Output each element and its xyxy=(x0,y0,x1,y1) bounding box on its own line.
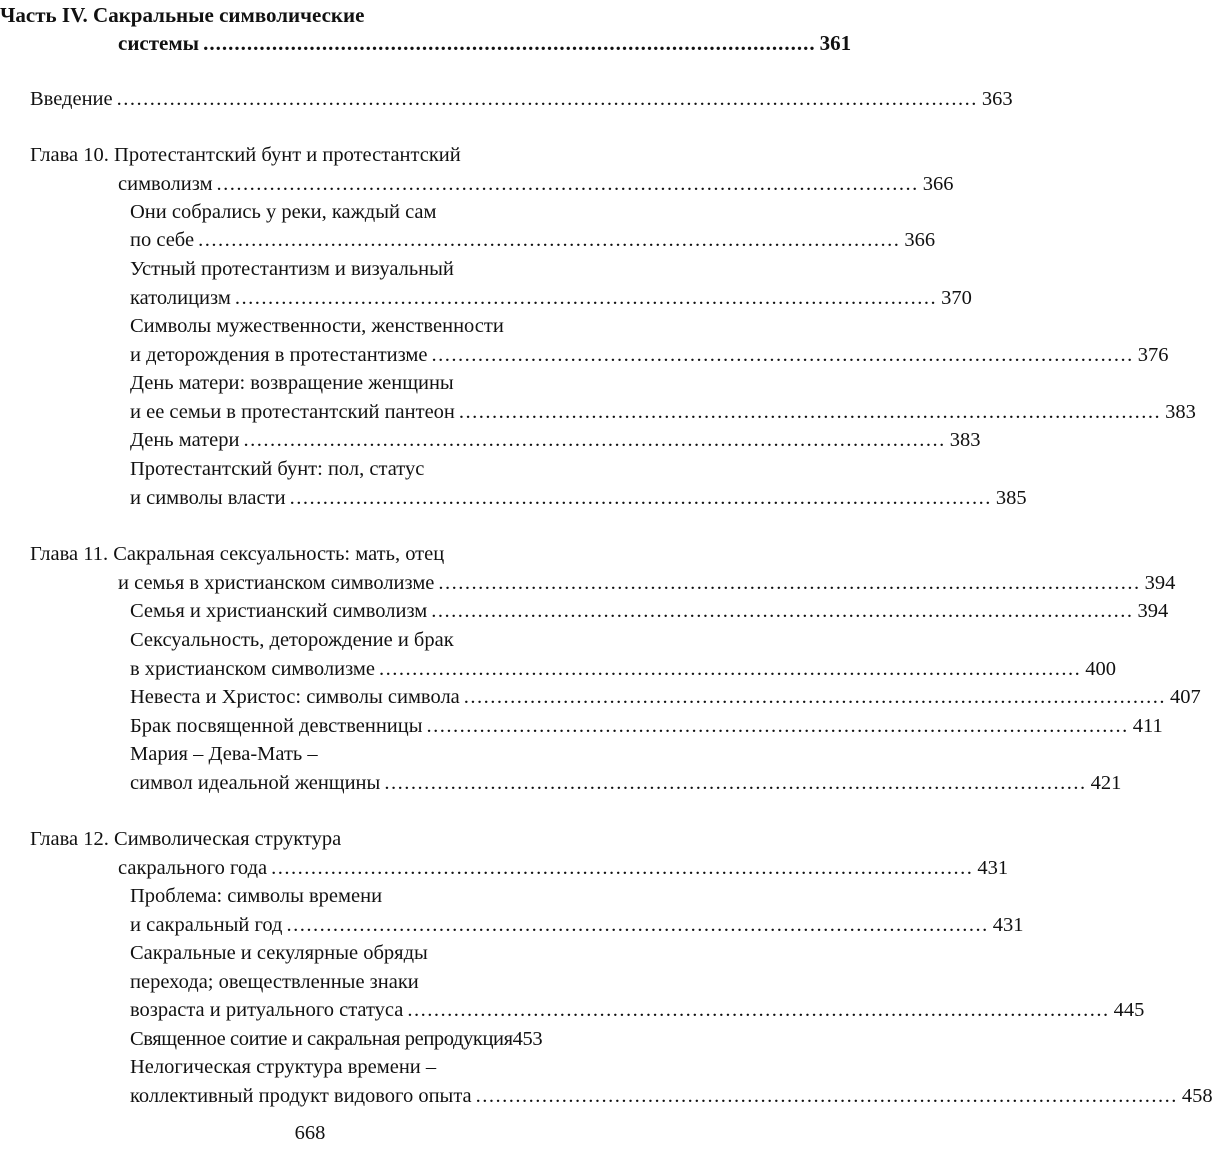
ch10-section-6-line2: и символы власти .......................................................................................................... 385 xyxy=(130,483,612,513)
dot-leader: .......................................................................................................... xyxy=(198,229,901,251)
page-ref: 421 xyxy=(1090,772,1122,794)
page-ref: 370 xyxy=(941,287,972,309)
chapter-12-title-line1: Глава 12. Символическая структура xyxy=(30,828,342,850)
ch10-section-3-line2: и деторождения в протестантизме .......................................................................................................... 376 xyxy=(130,340,612,370)
page-ref: 445 xyxy=(1113,999,1145,1021)
dot-leader: .......................................................................................................... xyxy=(431,344,1134,366)
ch10-section-2-line1: Устный протестантизм и визуальный xyxy=(130,258,454,280)
ch10-section-3-line1: Символы мужественности, женственности xyxy=(130,315,504,337)
ch11-section-3: Невеста и Христос: символы символа .......................................................................................................... 407 xyxy=(130,682,612,712)
dot-leader: .......................................................................................................... xyxy=(463,686,1167,708)
dot-leader: .......................................................................................................... xyxy=(216,173,919,195)
dot-leader: .................................................................................................................................. xyxy=(116,88,978,110)
dot-leader: .......................................................................................................... xyxy=(243,429,946,451)
page-ref: 385 xyxy=(995,487,1027,509)
page-ref: 431 xyxy=(977,857,1009,879)
ch12-section-2-line2: перехода; овеществленные знаки xyxy=(130,971,419,993)
page-ref: 363 xyxy=(981,88,1013,110)
dot-leader: .......................................................................................................... xyxy=(431,600,1134,622)
dot-leader: .......................................................................................................... xyxy=(234,287,938,309)
ch12-section-4-line1: Нелогическая структура времени – xyxy=(130,1056,437,1078)
dot-leader: .................................................................................................. xyxy=(203,31,816,55)
page-ref: 431 xyxy=(992,914,1024,936)
toc-entry-intro: Введение .................................................................................................................................. 363 xyxy=(30,84,612,114)
dot-leader: .......................................................................................................... xyxy=(379,658,1082,680)
ch10-section-4-line2: и ее семьи в протестантский пантеон .......................................................................................................... 383 xyxy=(130,397,612,427)
ch12-section-1-line1: Проблема: символы времени xyxy=(130,885,383,907)
chapter-12-title-line2: сакрального года .......................................................................................................... 431 xyxy=(118,853,612,883)
page-ref: 383 xyxy=(1165,401,1196,423)
dot-leader: .......................................................................................................... xyxy=(289,487,992,509)
dot-leader: .......................................................................................................... xyxy=(426,715,1129,737)
page-ref: 400 xyxy=(1085,658,1116,680)
ch12-section-2-line3: возраста и ритуального статуса .......................................................................................................... 445 xyxy=(130,995,612,1025)
dot-leader: .......................................................................................................... xyxy=(286,914,989,936)
ch11-section-5-line1: Мария – Дева-Мать – xyxy=(130,743,318,765)
ch10-section-1-line2: по себе .......................................................................................................... 366 xyxy=(130,225,612,255)
ch10-section-2-line2: католицизм .......................................................................................................... 370 xyxy=(130,283,612,313)
ch11-section-1: Семья и христианский символизм .......................................................................................................... 394 xyxy=(130,596,612,626)
page-number: 668 xyxy=(294,1122,326,1144)
page-ref: 383 xyxy=(949,429,981,451)
ch10-section-5: День матери .......................................................................................................... 383 xyxy=(130,425,612,455)
ch12-section-3: Священное соитие и сакральная репродукция 453 xyxy=(130,1024,612,1054)
page-ref: 453 xyxy=(512,1028,543,1050)
dot-leader: .......................................................................................................... xyxy=(438,572,1141,594)
ch11-section-2-line2: в христианском символизме .......................................................................................................... 400 xyxy=(130,654,612,684)
chapter-11-title-line1: Глава 11. Сакральная сексуальность: мать, отец xyxy=(30,543,445,565)
ch12-section-4-line2: коллективный продукт видового опыта .......................................................................................................... 458 xyxy=(130,1081,612,1111)
page-ref: 394 xyxy=(1144,572,1176,594)
ch11-section-5-line2: символ идеальной женщины .......................................................................................................... 421 xyxy=(130,768,612,798)
dot-leader: .......................................................................................................... xyxy=(475,1085,1178,1107)
ch12-section-1-line2: и сакральный год .......................................................................................................... 431 xyxy=(130,910,612,940)
page-ref: 366 xyxy=(904,229,936,251)
ch12-section-2-line1: Сакральные и секулярные обряды xyxy=(130,942,428,964)
page-ref: 361 xyxy=(819,31,852,55)
page-ref: 376 xyxy=(1137,344,1169,366)
dot-leader: .......................................................................................................... xyxy=(271,857,974,879)
dot-leader: .......................................................................................................... xyxy=(458,401,1162,423)
page-ref: 407 xyxy=(1170,686,1201,708)
ch11-section-4: Брак посвященной девственницы .......................................................................................................... 411 xyxy=(130,711,612,741)
chapter-10-title-line1: Глава 10. Протестантский бунт и протестантский xyxy=(30,144,461,166)
page-ref: 366 xyxy=(922,173,954,195)
chapter-10-title-line2: символизм .......................................................................................................... 366 xyxy=(118,169,612,199)
page-ref: 411 xyxy=(1132,715,1163,737)
chapter-11-title-line2: и семья в христианском символизме .......................................................................................................... 394 xyxy=(118,568,612,598)
part-title-line2: системы .................................................................................................. 361 xyxy=(118,28,612,58)
ch10-section-6-line1: Протестантский бунт: пол, статус xyxy=(130,458,425,480)
ch10-section-4-line1: День матери: возвращение женщины xyxy=(130,372,454,394)
dot-leader: .......................................................................................................... xyxy=(407,999,1110,1021)
part-title-line1: Часть IV. Сакральные символические xyxy=(0,3,365,27)
page-ref: 458 xyxy=(1181,1085,1213,1107)
ch11-section-2-line1: Сексуальность, деторождение и брак xyxy=(130,629,454,651)
ch10-section-1-line1: Они собрались у реки, каждый сам xyxy=(130,201,437,223)
page-ref: 394 xyxy=(1137,600,1169,622)
dot-leader: .......................................................................................................... xyxy=(384,772,1087,794)
